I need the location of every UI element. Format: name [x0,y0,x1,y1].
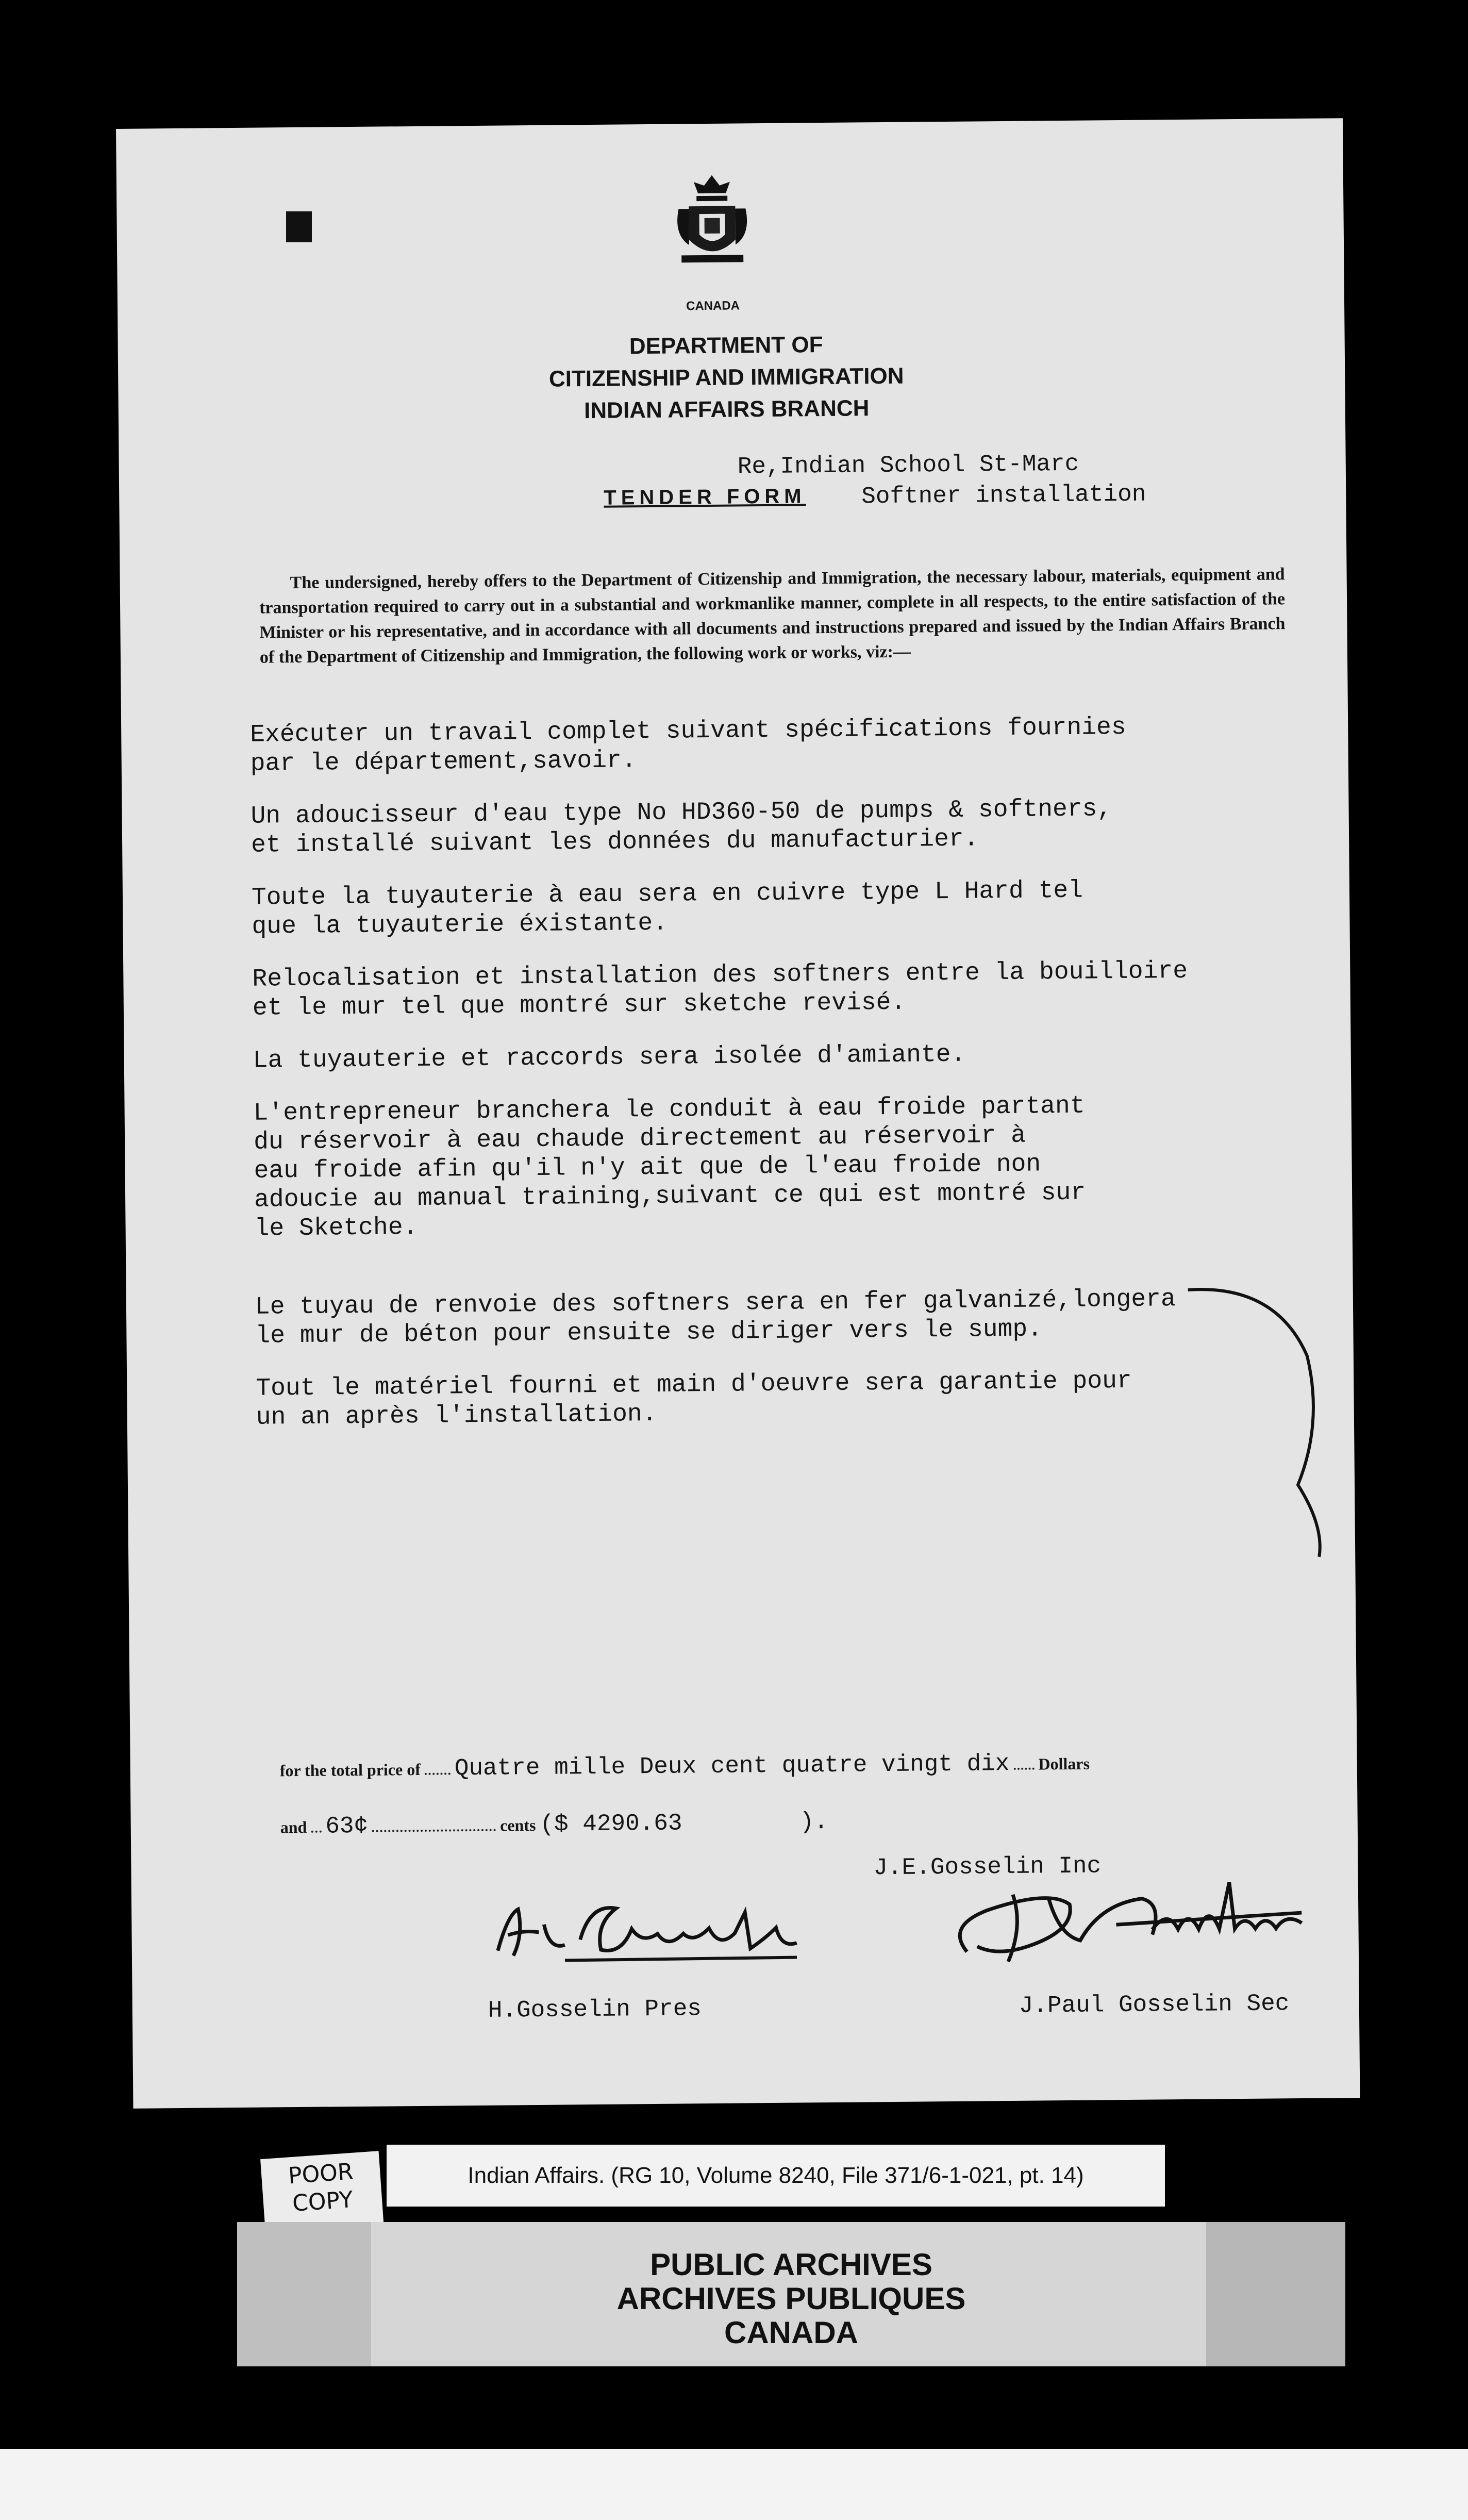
scan-bottom-margin [0,2449,1468,2520]
work-item: Un adoucisseur d'eau type No HD360-50 de pumps & softners, et installé suivant les données du manufacturier. [251,795,1112,859]
stamp-line-1: PUBLIC ARCHIVES [650,2247,932,2282]
cents-row [280,1809,828,1840]
re-line: Re,Indian School St-Marc [737,450,1079,480]
canada-coat-of-arms-icon [668,172,757,276]
work-item: La tuyauterie et raccords sera isolée d'amiante. [253,1040,966,1075]
work-item: Tout le matériel fourni et main d'oeuvre sera garantie pour un an après l'installation. [256,1367,1132,1432]
department-line-1: DEPARTMENT OF [629,332,823,359]
signature-h-gosselin [487,1891,807,1971]
amount-close: ). [799,1809,828,1836]
archive-reference: Indian Affairs. (RG 10, Volume 8240, File 371/6-1-021, pt. 14) [468,2163,1084,2188]
cents-value: 63¢ [325,1812,369,1840]
form-subject: Softner installation [861,480,1146,510]
form-title: TENDER FORM [604,485,806,509]
and-label: and [280,1817,307,1837]
tender-form-page [116,118,1360,2109]
margin-bracket-mark [1183,1279,1330,1563]
company-name: J.E.Gosselin Inc [873,1852,1102,1882]
punch-hole [286,211,312,242]
signatory-right-name: J.Paul Gosselin Sec [1019,1990,1290,2019]
signature-jp-gosselin [946,1871,1308,1972]
amount-in-figures: ($ 4290.63 [540,1810,682,1838]
work-item: Toute la tuyauterie à eau sera en cuivre type L Hard tel que la tuyauterie éxistante. [251,876,1083,941]
stamp-line-2: ARCHIVES PUBLIQUES [616,2281,966,2316]
archive-stamp [237,2222,1345,2366]
preamble-paragraph: The undersigned, hereby offers to the Department of Citizenship and Immigration, the necessary labour, materials, equipment and transportation required to carry out in a substantial and workmanlike manner, complete in all respects, to the entire satisfaction of the Minister or his representative, and in accordance with all documents and instructions prepared and issued by the Indian Affairs Branch of the Department of Citizenship and Immigration, the following work or works, viz:— [259,565,1286,667]
department-line-2: CITIZENSHIP AND IMMIGRATION [548,363,904,392]
poor-copy-note: POOR COPY [260,2151,384,2236]
work-description [250,711,1339,1455]
cents-label: cents [500,1816,536,1835]
archive-reference-card [387,2145,1165,2207]
signatory-left-name: H.Gosselin Pres [488,1995,702,2024]
amount-in-words: Quatre mille Deux cent quatre vingt dix [454,1750,1010,1782]
work-item: Le tuyau de renvoie des softners sera en fer galvanizé,longera le mur de béton pour ensuite se diriger vers le sump. [255,1285,1176,1350]
department-header [442,327,1010,428]
work-item: Relocalisation et installation des softners entre la bouilloire et le mur tel que montré sur sketche revisé. [252,957,1188,1022]
total-price-label: for the total price of [279,1760,421,1780]
work-item: Exécuter un travail complet suivant spécifications fournies par le département,savoir. [250,713,1126,778]
dollars-label: Dollars [1038,1754,1090,1773]
department-line-3: INDIAN AFFAIRS BRANCH [583,395,870,424]
stamp-line-3: CANADA [724,2315,858,2350]
work-item: L'entrepreneur branchera le conduit à eau froide partant du réservoir à eau chaude directement au réservoir à eau froide afin qu'il n'y ait que de l'eau froide non adoucie au manual training,suivant ce qui est montré sur le Sketche. [253,1092,1086,1243]
total-price-row [280,1750,1090,1784]
crest-label: CANADA [686,299,740,313]
